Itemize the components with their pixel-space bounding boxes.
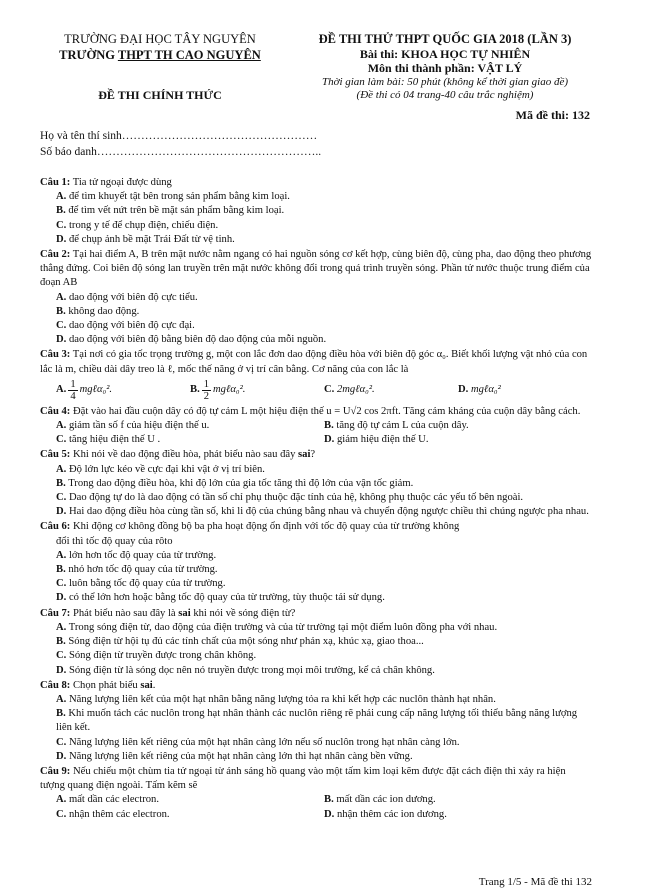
school-name: TRƯỜNG THPT TH CAO NGUYÊN	[59, 48, 261, 62]
pages-note: (Đề thi có 04 trang-40 câu trắc nghiệm)	[356, 89, 534, 101]
option-d: D. giảm hiệu điện thế U.	[324, 434, 429, 446]
option-d: D. để chụp ảnh bề mặt Trái Đất từ vệ tinh.	[56, 233, 235, 245]
option-b: B. Trong dao động điều hòa, khi độ lớn của gia tốc tăng thì độ lớn của vận tốc giảm.	[56, 477, 414, 489]
question-9: Câu 9: Nếu chiếu một chùm tia tử ngoại từ ánh sáng hồ quang vào một tấm kim loại kẽm được đặt cách điện thì xảy ra hiện tượng quang điện ngoài. Tấm kẽm sẽ A. mất dần các electron. B. mất dần các ion dương. C. nhận thêm các electron. D. nhận thêm các ion dương.	[40, 765, 592, 822]
question-3: Câu 3: Tại nơi có gia tốc trọng trường g, một con lắc đơn dao động điều hòa với biên độ góc α₀. Biết khối lượng vật nhỏ của con lắc là m, chiều dài dây treo là ℓ, mốc thế năng ở vị trí cân bằng. Cơ năng của con lắc là A. $\frac{1}{4}$ mgℓα₀². B. $\frac{1}{2}$ mgℓα₀². C. 2mgℓα₀². D. mgℓα₀²	[40, 348, 592, 401]
component-subject: Môn thi thành phần: VẬT LÝ	[367, 61, 523, 75]
option-b: B. Sóng điện từ hội tụ đủ các tính chất của một sóng như phản xạ, khúc xạ, giao thoa...	[56, 636, 424, 648]
option-c: C. trong y tế để chụp điện, chiếu điện.	[56, 219, 219, 231]
question-5: Câu 5: Khi nói về dao động điều hòa, phát biểu nào sau đây sai? A. Độ lớn lực kéo về cực đại khi vật ở vị trí biên. B. Trong dao động điều hòa, khi độ lớn của gia tốc tăng thì độ lớn của vận tốc giảm. C. Dao động tự do là dao động có tần số chỉ phụ thuộc đặc tính của hệ, không phụ thuộc các yếu tố bên ngoài. D. Hai dao động điều hòa cùng tần số, khi li độ của chúng bằng nhau và chuyển động ngược chiều thì chúng ngược pha nhau.	[40, 448, 592, 519]
option-d: D. Hai dao động điều hòa cùng tần số, khi li độ của chúng bằng nhau và chuyển động ngược chiều thì chúng ngược pha nhau.	[56, 506, 589, 518]
option-a: A. giảm tần số f của hiệu điện thế u.	[56, 420, 210, 432]
candidate-id-line: Số báo danh…………………………………………………..	[40, 146, 322, 158]
question-8: Câu 8: Chọn phát biểu sai. A. Năng lượng liên kết của một hạt nhân bằng năng lượng tỏa ra khi kết hợp các nuclôn thành hạt nhân. B. Khi muốn tách các nuclôn trong hạt nhân thành các nuclôn riêng rẽ phải cung cấp năng lượng tối thiểu bằng năng lượng liên kết. C. Năng lượng liên kết riêng của một hạt nhân càng lớn nếu số nuclôn trong hạt nhân càng lớn. D. Năng lượng liên kết riêng của một hạt nhân càng lớn thì hạt nhân càng bền vững.	[40, 679, 592, 764]
option-d: D. Năng lượng liên kết riêng của một hạt nhân càng lớn thì hạt nhân càng bền vững.	[56, 750, 413, 762]
option-a: A. Năng lượng liên kết của một hạt nhân bằng năng lượng tỏa ra khi kết hợp các nuclôn thành hạt nhân.	[56, 693, 496, 705]
question-list	[40, 176, 592, 823]
question-1: Câu 1: Tia tử ngoại được dùng A. để tìm khuyết tật bên trong sản phẩm bằng kim loại. B. để tìm vết nứt trên bề mặt sản phẩm bằng kim loại. C. trong y tế để chụp điện, chiếu điện. D. để chụp ảnh bề mặt Trái Đất từ vệ tinh.	[40, 176, 592, 247]
candidate-name-line: Họ và tên thí sinh……………………………………………	[40, 130, 318, 142]
option-c: C. Sóng điện từ truyền được trong chân không.	[56, 650, 257, 662]
page-footer: Trang 1/5 - Mã đề thi 132	[478, 876, 592, 888]
question-6: Câu 6: Khi động cơ không đồng bộ ba pha hoạt động ổn định với tốc độ quay của từ trường không đổi thì tốc độ quay của rôto A. lớn hơn tốc độ quay của từ trường. B. nhỏ hơn tốc độ quay của từ trường. C. luôn bằng tốc độ quay của từ trường. D. có thể lớn hơn hoặc bằng tốc độ quay của từ trường, tùy thuộc tải sử dụng.	[40, 520, 592, 605]
fraction-quarter: $\frac{1}{4}$	[70, 378, 76, 402]
option-c: C. luôn bằng tốc độ quay của từ trường.	[56, 578, 226, 590]
option-d: D. Sóng điện từ là sóng dọc nên nó truyền được trong mọi môi trường, kể cả chân không.	[56, 664, 435, 676]
university-name: TRƯỜNG ĐẠI HỌC TÂY NGUYÊN	[64, 32, 256, 46]
option-b: B. Khi muốn tách các nuclôn trong hạt nhân thành các nuclôn riêng rẽ phải cung cấp năng lượng tối thiểu bằng năng lượng liên kết.	[56, 708, 578, 734]
official-exam-label: ĐỀ THI CHÍNH THỨC	[98, 88, 222, 102]
option-a: A. lớn hơn tốc độ quay của từ trường.	[56, 549, 217, 561]
question-2: Câu 2: Tại hai điểm A, B trên mặt nước nằm ngang có hai nguồn sóng cơ kết hợp, cùng biên độ, cùng pha, dao động theo phương thẳng đứng. Coi biên độ sóng lan truyền trên mặt nước không đổi trong quá trình truyền sóng. Phần tử nước thuộc trung điểm của đoạn AB A. dao động với biên độ cực tiểu. B. không dao động. C. dao động với biên độ cực đại. D. dao động với biên độ bằng biên độ dao động của mỗi nguồn.	[40, 248, 592, 347]
question-7: Câu 7: Phát biểu nào sau đây là sai khi nói về sóng điện từ? A. Trong sóng điện từ, dao động của điện trường và của từ trường tại một điểm luôn đồng pha với nhau. B. Sóng điện từ hội tụ đủ các tính chất của một sóng như phản xạ, khúc xạ, giao thoa... C. Sóng điện từ truyền được trong chân không. D. Sóng điện từ là sóng dọc nên nó truyền được trong mọi môi trường, kể cả chân không.	[40, 607, 592, 678]
option-b: B. không dao động.	[56, 305, 140, 317]
option-c: C. tăng hiệu điện thế U .	[56, 434, 161, 446]
option-a: A. dao động với biên độ cực tiểu.	[56, 291, 198, 303]
fraction-half: $\frac{1}{2}$	[203, 378, 210, 402]
option-b: B. để tìm vết nứt trên bề mặt sản phẩm bằng kim loại.	[56, 205, 285, 217]
option-a: A. mất dần các electron.	[56, 794, 159, 806]
option-a: A. Độ lớn lực kéo về cực đại khi vật ở vị trí biên.	[56, 463, 265, 475]
option-b: B. nhỏ hơn tốc độ quay của từ trường.	[56, 564, 218, 576]
option-c: C. Dao động tự do là dao động có tần số chỉ phụ thuộc đặc tính của hệ, không phụ thuộc các yếu tố bên ngoài.	[56, 492, 524, 504]
option-c: C. nhận thêm các electron.	[56, 808, 170, 820]
exam-title: ĐỀ THI THỬ THPT QUỐC GIA 2018 (LẦN 3)	[318, 32, 572, 46]
option-a: A. để tìm khuyết tật bên trong sản phẩm bằng kim loại.	[56, 191, 290, 203]
option-d: D. nhận thêm các ion dương.	[324, 808, 447, 820]
option-b: B. mất dần các ion dương.	[324, 794, 436, 806]
candidate-info	[40, 128, 321, 160]
option-c: C. dao động với biên độ cực đại.	[56, 320, 195, 332]
option-d: D. mgℓα₀²	[458, 384, 501, 396]
duration-note: Thời gian làm bài: 50 phút (không kể thời gian giao đề)	[321, 76, 569, 88]
option-c: C. 2mgℓα₀².	[324, 384, 375, 396]
option-a: A. Trong sóng điện từ, dao động của điện trường và của từ trường tại một điểm luôn đồng pha với nhau.	[56, 621, 498, 633]
question-4: Câu 4: Đặt vào hai đầu cuộn dây có độ tự cảm L một hiệu điện thế u = U√2 cos 2πft. Tăng cảm kháng của cuộn dây bằng cách. A. giảm tần số f của hiệu điện thế u. B. tăng độ tự cảm L của cuộn dây. C. tăng hiệu điện thế U . D. giảm hiệu điện thế U.	[40, 405, 592, 448]
option-b: B. $\frac{1}{2}$ mgℓα₀².	[190, 378, 246, 402]
option-a: A. $\frac{1}{4}$ mgℓα₀².	[56, 378, 113, 402]
option-d: D. dao động với biên độ bằng biên độ dao động của mỗi nguồn.	[56, 334, 327, 346]
option-d: D. có thể lớn hơn hoặc bằng tốc độ quay của từ trường, tùy thuộc tải sử dụng.	[56, 592, 385, 604]
exam-code: Mã đề thi: 132	[515, 108, 590, 122]
option-b: B. tăng độ tự cảm L của cuộn dây.	[324, 420, 469, 432]
exam-subject: Bài thi: KHOA HỌC TỰ NHIÊN	[359, 47, 531, 61]
option-c: C. Năng lượng liên kết riêng của một hạt nhân càng lớn nếu số nuclôn trong hạt nhân càng lớn.	[56, 736, 460, 748]
